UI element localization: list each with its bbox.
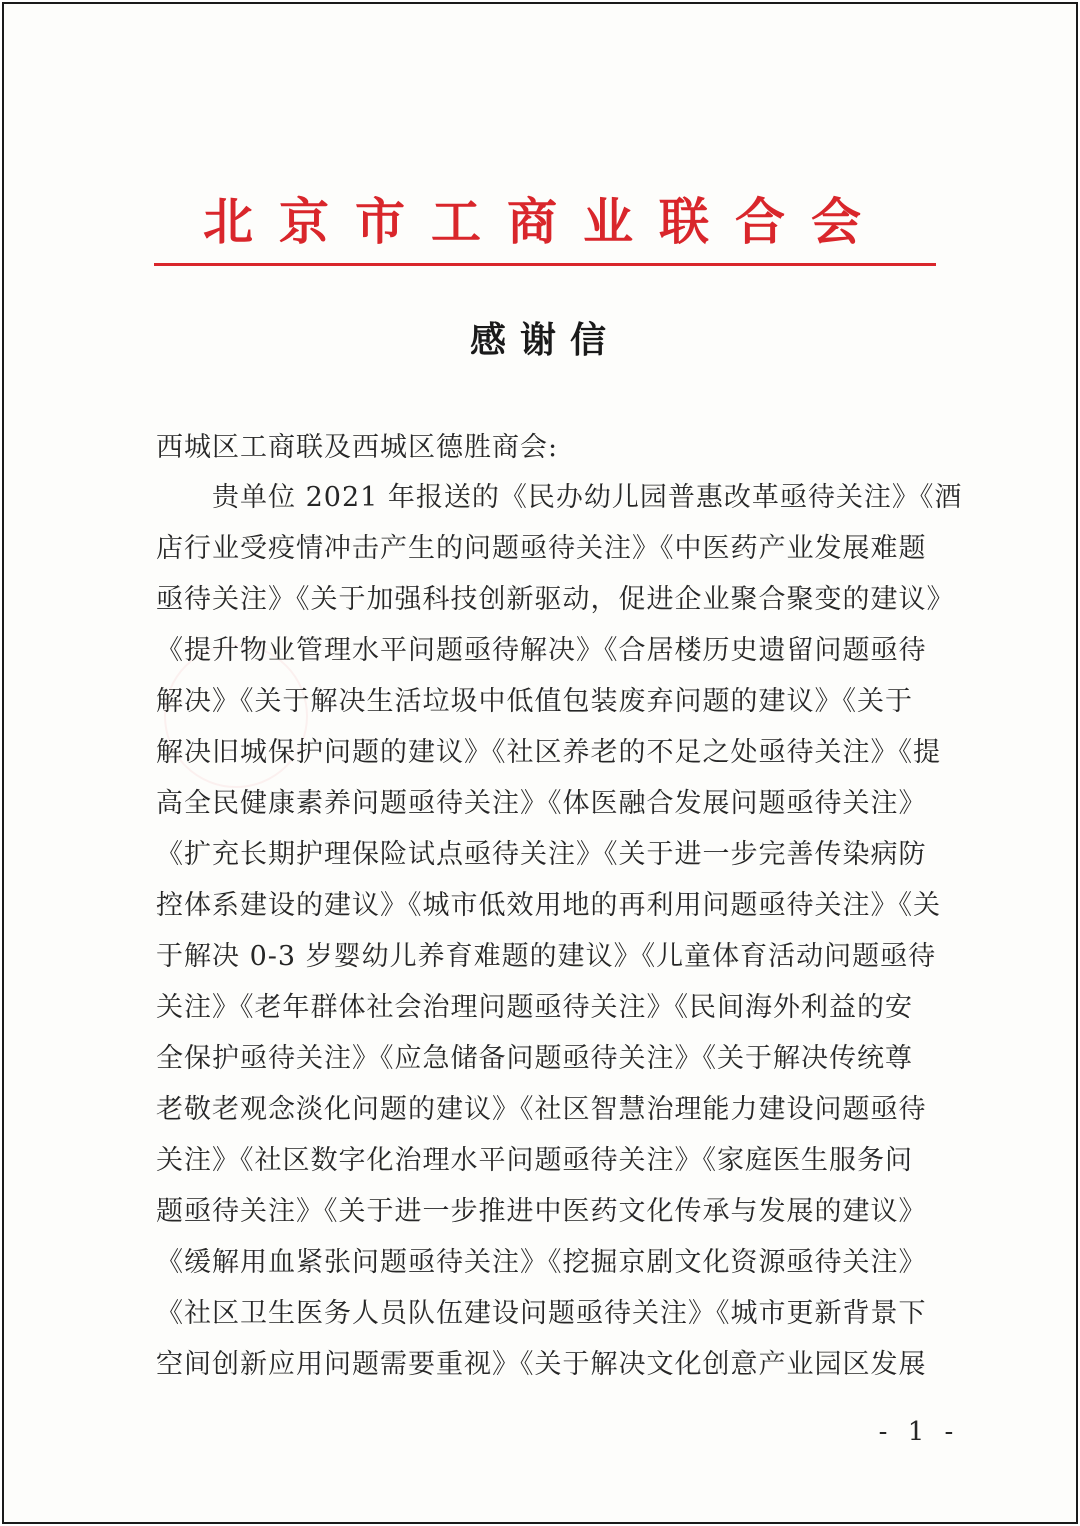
body-line: 老敬老观念淡化问题的建议》《社区智慧治理能力建设问题亟待	[156, 1094, 927, 1125]
body-line: 关注》《社区数字化治理水平问题亟待关注》《家庭医生服务问	[156, 1145, 913, 1176]
body-line: 《社区卫生医务人员队伍建设问题亟待关注》《城市更新背景下	[156, 1298, 927, 1329]
body-line: 解决旧城保护问题的建议》《社区养老的不足之处亟待关注》《提	[156, 737, 941, 768]
body-line: 店行业受疫情冲击产生的问题亟待关注》《中医药产业发展难题	[156, 533, 927, 564]
body-line: 《缓解用血紧张问题亟待关注》《挖掘京剧文化资源亟待关注》	[156, 1247, 927, 1278]
body-line: 空间创新应用问题需要重视》《关于解决文化创意产业园区发展	[156, 1349, 927, 1380]
page-number: - 1 -	[878, 1417, 960, 1447]
letterhead-title: 北京市工商业联合会	[203, 192, 887, 251]
document-page	[2, 2, 1078, 1524]
body-line: 控体系建设的建议》《城市低效用地的再利用问题亟待关注》《关	[156, 890, 941, 921]
salutation: 西城区工商联及西城区德胜商会:	[156, 432, 559, 463]
body-paragraph	[156, 472, 963, 1390]
body-line: 亟待关注》《关于加强科技创新驱动，促进企业聚合聚变的建议》	[156, 584, 955, 615]
body-line: 《提升物业管理水平问题亟待解决》《合居楼历史遗留问题亟待	[156, 635, 927, 666]
body-line: 《扩充长期护理保险试点亟待关注》《关于进一步完善传染病防	[156, 839, 927, 870]
body-line: 解决》《关于解决生活垃圾中低值包装废弃问题的建议》《关于	[156, 686, 913, 717]
document-title: 感谢信	[469, 319, 620, 361]
letterhead-red-rule	[154, 263, 936, 266]
body-line: 于解决 0-3 岁婴幼儿养育难题的建议》《儿童体育活动问题亟待	[156, 941, 937, 972]
body-line: 关注》《老年群体社会治理问题亟待关注》《民间海外利益的安	[156, 992, 913, 1023]
body-line: 高全民健康素养问题亟待关注》《体医融合发展问题亟待关注》	[156, 788, 927, 819]
body-line: 贵单位 2021 年报送的《民办幼儿园普惠改革亟待关注》《酒	[156, 482, 963, 513]
body-line: 题亟待关注》《关于进一步推进中医药文化传承与发展的建议》	[156, 1196, 927, 1227]
body-line: 全保护亟待关注》《应急储备问题亟待关注》《关于解决传统尊	[156, 1043, 913, 1074]
